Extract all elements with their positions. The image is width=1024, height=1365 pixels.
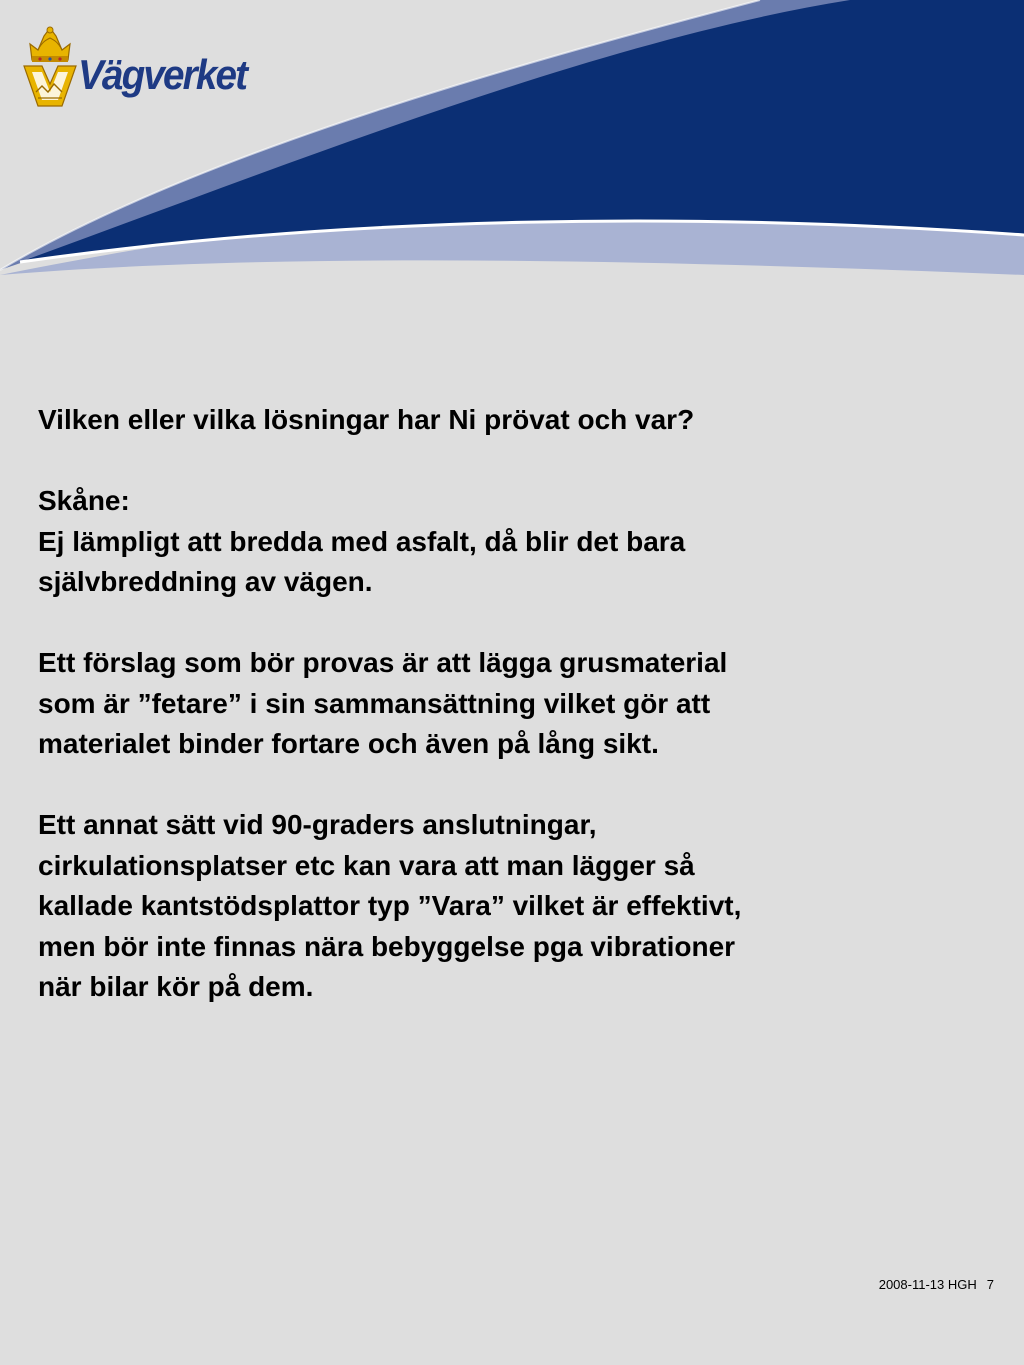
spacer [38, 765, 938, 806]
question-heading: Vilken eller vilka lösningar har Ni prövat och var? [38, 404, 695, 435]
vagverket-logo [22, 26, 247, 112]
paragraph-1-line: självbreddning av vägen. [38, 566, 373, 597]
paragraph-3-line: men bör inte finnas nära bebyggelse pga vibrationer [38, 930, 736, 962]
spacer [38, 441, 938, 482]
paragraph-3-line: kallade kantstödsplattor typ ”Vara” vilket är effektivt, [38, 890, 742, 921]
paragraph-2-line: Ett förslag som bör provas är att lägga grusmaterial [38, 647, 728, 678]
paragraph-2-line: som är ”fetare” i sin sammansättning vilket gör att [38, 687, 711, 719]
header-banner [0, 0, 1024, 300]
slide-body-text [38, 400, 938, 1008]
logo-wordmark: Vägverket [78, 51, 247, 98]
page-number: 7 [986, 1277, 994, 1292]
slide-footer [879, 1277, 994, 1292]
paragraph-3-line: cirkulationsplatser etc kan vara att man lägger så [38, 849, 695, 881]
paragraph-1-line: Ej lämpligt att bredda med asfalt, då blir det bara [38, 525, 686, 557]
region-heading: Skåne: [38, 485, 130, 516]
spacer [38, 603, 938, 644]
footer-date-author: 2008-11-13 HGH [878, 1277, 977, 1292]
crown-emblem-icon [22, 26, 78, 112]
paragraph-3-line: när bilar kör på dem. [38, 971, 314, 1002]
paragraph-3-line: Ett annat sätt vid 90-graders anslutningar, [38, 809, 597, 840]
paragraph-2-line: materialet binder fortare och även på lång sikt. [38, 728, 659, 759]
